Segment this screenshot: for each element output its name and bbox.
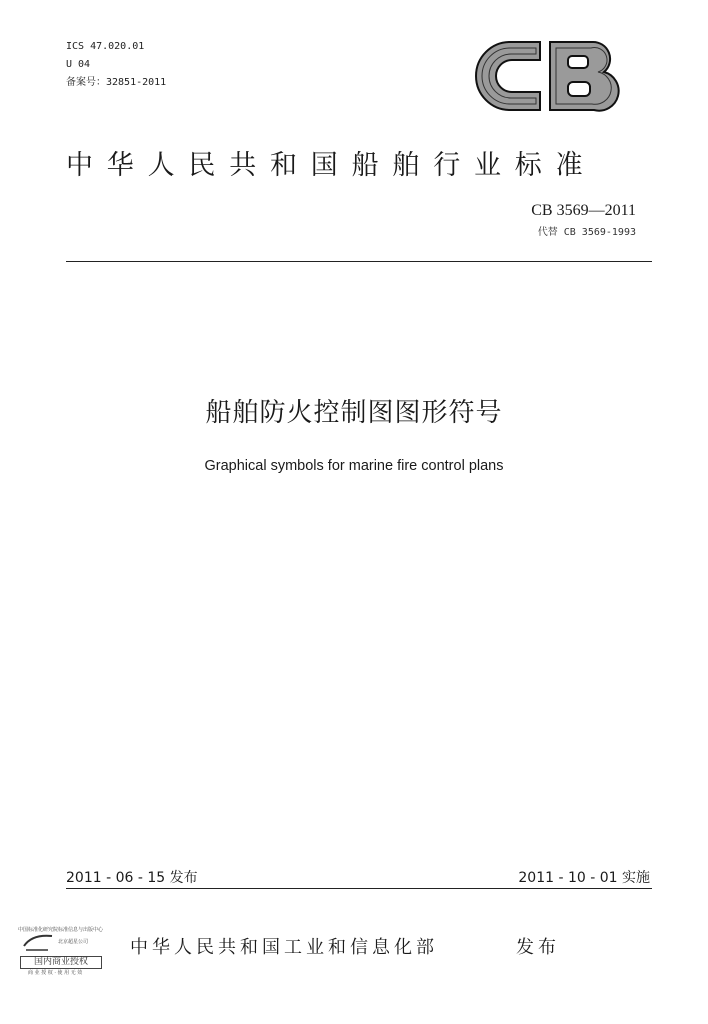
footer-divider — [66, 888, 652, 889]
header-divider — [66, 261, 652, 262]
issuing-authority: 中华人民共和国工业和信息化部 — [130, 937, 438, 958]
classification-code: U 04 — [66, 59, 91, 70]
ics-code: ICS 47.020.01 — [66, 41, 145, 52]
document-title-english: Graphical symbols for marine fire control plans — [204, 458, 504, 474]
stamp-company-text: 北京超星公司 — [58, 939, 89, 945]
cb-logo — [470, 36, 620, 116]
stamp-header-text: 中国标准化研究院标准信息与出版中心 — [18, 927, 104, 933]
replaces-standard: 代替 CB 3569-1993 — [537, 227, 636, 238]
implementation-date: 2011 - 10 - 01 实施 — [518, 870, 650, 886]
document-title-chinese: 船舶防火控制图图形符号 — [205, 398, 503, 428]
stamp-logo-icon — [22, 932, 56, 952]
standard-number: CB 3569—2011 — [531, 202, 636, 219]
stamp-box-label: 国内商业授权 — [20, 956, 102, 969]
authorization-stamp — [14, 926, 110, 978]
issue-date: 2011 - 06 - 15 发布 — [66, 870, 198, 886]
organization-title: 中华人民共和国船舶行业标准 — [66, 150, 597, 181]
issue-label: 发布 — [516, 937, 560, 958]
stamp-footer-text: 商 业 授 权 · 使 用 无 效 — [28, 970, 83, 976]
record-number: 备案号：32851-2011 — [66, 77, 167, 88]
